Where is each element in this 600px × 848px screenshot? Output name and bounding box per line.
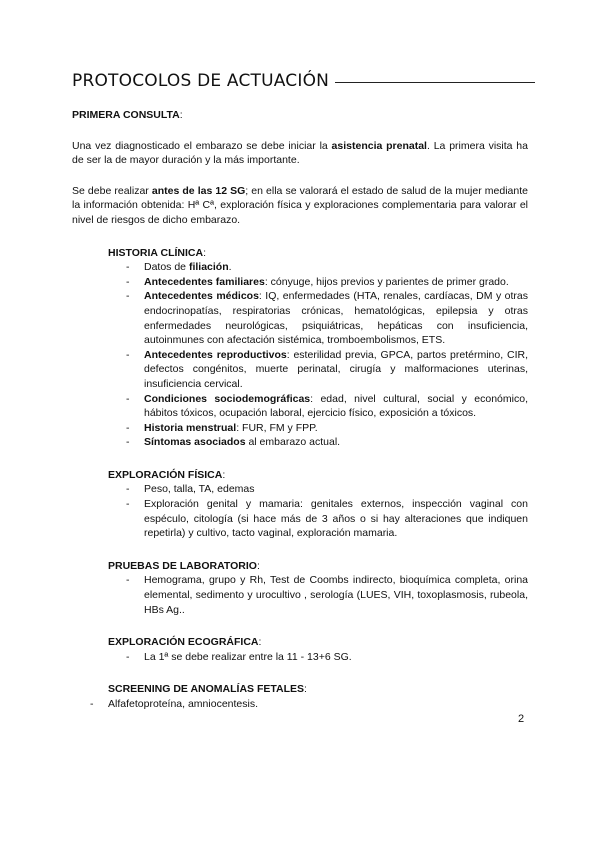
section-heading-primera-consulta: PRIMERA CONSULTA: [72, 109, 183, 121]
document-body [72, 108, 528, 712]
page-title [72, 70, 535, 92]
list-item: - Peso, talla, TA, edemas [126, 483, 255, 496]
list-item: - Síntomas asociados al embarazo actual. [126, 436, 341, 449]
list-item: - Condiciones sociodemográficas: edad, nivel cultural, social y económico, hábitos tóxicos, ocupación laboral, ejercicio físico, exposición a tóxicos. [126, 392, 528, 420]
paragraph-intro: Una vez diagnosticado el embarazo se debe iniciar la asistencia prenatal. La primera visita ha de ser la de mayor duración y la más importante. [72, 139, 528, 167]
section-heading-screening: SCREENING DE ANOMALÍAS FETALES: [108, 683, 307, 696]
list-item: - Hemograma, grupo y Rh, Test de Coombs indirecto, bioquímica completa, orina elemental, sedimento y urocultivo , serología (LUES, VIH, toxoplasmosis, rubeola, HBs Ag.. [126, 574, 528, 616]
exploracion-fisica-list [126, 482, 528, 540]
list-item: - Antecedentes reproductivos: esterilidad previa, GPCA, partos pretérmino, CIR, defectos congénitos, muerte perinatal, cirugía y malformaciones uterinas, insuficiencia cervical. [126, 348, 528, 390]
section-heading-exploracion-ecografica: EXPLORACIÓN ECOGRÁFICA: [108, 636, 262, 649]
historia-clinica-list [126, 260, 528, 450]
paragraph-timing: Se debe realizar antes de las 12 SG; en ella se valorará el estado de salud de la mujer mediante la información obtenida: Hª Cª, exploración física y exploraciones complementaria para valorar el nivel de riesgos de dicho embarazo. [72, 184, 528, 226]
list-item: - Exploración genital y mamaria: genitales externos, inspección vaginal con espéculo, citología (si hace más de 3 años o si hay alteraciones que indiquen repetirla) y cultivo, tacto vaginal, exploración mamaria. [126, 498, 528, 540]
section-heading-exploracion-fisica: EXPLORACIÓN FÍSICA: [108, 468, 226, 481]
section-heading-historia-clinica: HISTORIA CLÍNICA: [108, 246, 207, 259]
page-number: 2 [518, 713, 525, 725]
page-title-text: PROTOCOLOS DE ACTUACIÓN [72, 71, 330, 91]
list-item: - La 1ª se debe realizar entre la 11 - 13+6 SG. [126, 650, 352, 663]
section-heading-pruebas-laboratorio: PRUEBAS DE LABORATORIO: [108, 559, 260, 572]
list-item: - Datos de filiación. [126, 261, 232, 274]
list-item: - Alfafetoproteína, amniocentesis. [90, 698, 259, 710]
list-item: - Historia menstrual: FUR, FM y FPP. [126, 421, 318, 434]
exploracion-ecografica-list [126, 650, 528, 665]
pruebas-laboratorio-list [126, 573, 528, 617]
list-item: - Antecedentes familiares: cónyuge, hijos previos y parientes de primer grado. [126, 275, 509, 288]
screening-list [90, 697, 528, 712]
list-item: - Antecedentes médicos: IQ, enfermedades (HTA, renales, cardíacas, DM y otras endocrinopatías, respiratorias crónicas, hematológicas, epilepsia y otras enfermedades neurológicas, psiquiátricas, hepáticas con insuficiencia, autoinmunes con afectación sistémica, tromboembolismos, ETS. [126, 290, 528, 347]
title-rule [335, 82, 535, 83]
